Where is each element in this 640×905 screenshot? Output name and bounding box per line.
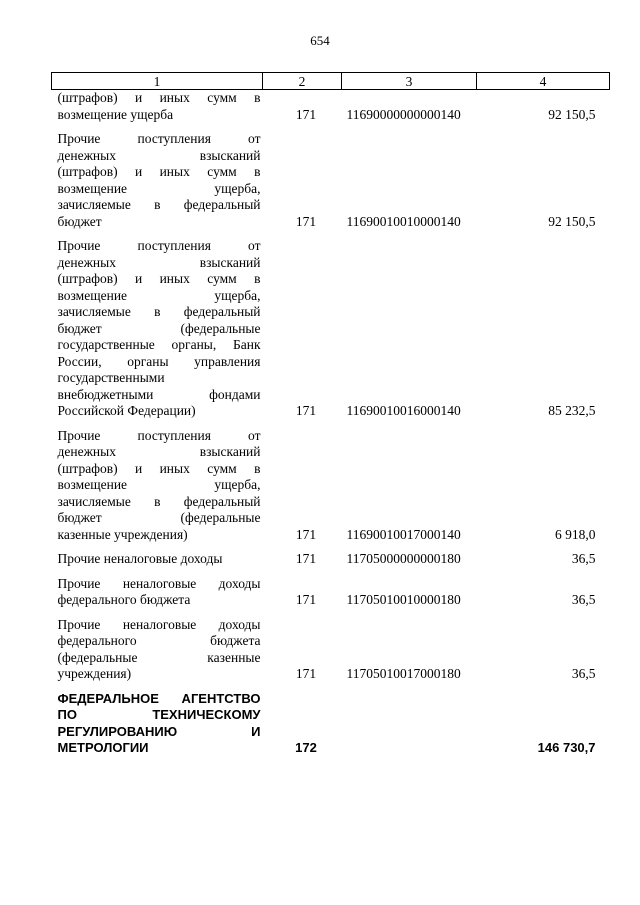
budget-table bbox=[51, 72, 610, 757]
row-name-line: (штрафов) и иных сумм в bbox=[57, 271, 261, 286]
row-name-line: Прочие поступления от bbox=[57, 131, 261, 146]
row-name-line: государственные органы, Банк bbox=[57, 337, 261, 352]
row-kbk-cell: 11705010010000180 bbox=[346, 592, 461, 607]
row-amount-cell: 36,5 bbox=[571, 666, 596, 681]
row-name-line: зачисляемые в федеральный bbox=[57, 197, 261, 212]
row-name-line: Прочие неналоговые доходы bbox=[57, 575, 261, 591]
row-name-line: федерального бюджета bbox=[57, 633, 261, 648]
row-code-cell: 172 bbox=[295, 740, 317, 755]
row-name-line: внебюджетными фондами bbox=[57, 386, 261, 402]
row-name-line: бюджет bbox=[57, 213, 102, 229]
row-code-cell: 171 bbox=[295, 213, 317, 229]
row-name-cell bbox=[52, 123, 263, 230]
table-row bbox=[52, 568, 610, 609]
row-amount-cell: 92 150,5 bbox=[548, 106, 596, 122]
row-name-cell bbox=[52, 230, 263, 420]
header-col-4: 4 bbox=[477, 73, 610, 90]
table-row bbox=[52, 123, 610, 230]
row-amount-cell: 36,5 bbox=[571, 592, 596, 607]
row-name-line: возмещение ущерба, bbox=[57, 287, 261, 303]
row-kbk-cell: 11690010017000140 bbox=[346, 526, 461, 542]
row-name-cell bbox=[52, 609, 263, 683]
row-name-line: ФЕДЕРАЛЬНОЕ АГЕНТСТВО bbox=[57, 690, 261, 706]
row-kbk-cell bbox=[342, 683, 477, 757]
row-name-line: возмещение ущерба bbox=[57, 106, 174, 122]
row-kbk-cell: 11705000000000180 bbox=[346, 551, 461, 566]
row-name-line: (штрафов) и иных сумм в bbox=[57, 90, 261, 105]
row-name-line: денежных взысканий bbox=[57, 254, 261, 270]
row-name-line: денежных взысканий bbox=[57, 147, 261, 163]
header-col-3: 3 bbox=[342, 73, 477, 90]
row-kbk-cell: 11705010017000180 bbox=[346, 666, 461, 681]
table-body bbox=[52, 90, 610, 757]
header-col-1: 1 bbox=[52, 73, 263, 90]
row-name-line: казенные учреждения) bbox=[57, 526, 188, 542]
row-code-cell: 171 bbox=[295, 526, 317, 542]
row-name-line: учреждения) bbox=[57, 666, 132, 681]
row-name-line: Российской Федерации) bbox=[57, 403, 196, 418]
row-name-line: денежных взысканий bbox=[57, 444, 261, 459]
row-name-line: бюджет (федеральные bbox=[57, 320, 261, 336]
row-name-line: зачисляемые в федеральный bbox=[57, 304, 261, 319]
row-amount-cell: 85 232,5 bbox=[548, 403, 596, 418]
row-kbk-cell: 11690000000000140 bbox=[346, 106, 461, 122]
row-name-line: России, органы управления bbox=[57, 353, 261, 369]
table-row bbox=[52, 420, 610, 544]
row-kbk-cell: 11690010016000140 bbox=[346, 403, 461, 418]
row-code-cell: 171 bbox=[295, 106, 317, 122]
row-kbk-cell: 11690010010000140 bbox=[346, 213, 461, 229]
row-code-cell: 171 bbox=[295, 666, 317, 681]
header-row bbox=[52, 73, 610, 90]
row-name-cell bbox=[52, 543, 263, 568]
row-name-cell bbox=[52, 683, 263, 757]
row-name-cell bbox=[52, 568, 263, 609]
row-name-cell bbox=[52, 420, 263, 544]
row-name-line: Прочие поступления от bbox=[57, 238, 261, 253]
table-row bbox=[52, 543, 610, 568]
row-code-cell: 171 bbox=[295, 403, 317, 418]
row-name-line: (штрафов) и иных сумм в bbox=[57, 460, 261, 476]
row-amount-cell: 146 730,7 bbox=[537, 740, 596, 755]
row-name-line: зачисляемые в федеральный bbox=[57, 493, 261, 509]
row-name-line: возмещение ущерба, bbox=[57, 477, 261, 492]
row-name-line: возмещение ущерба, bbox=[57, 180, 261, 196]
row-name-line: Прочие поступления от bbox=[57, 427, 261, 443]
row-amount-cell: 36,5 bbox=[571, 551, 596, 566]
table-header bbox=[52, 73, 610, 90]
row-name-line: Прочие неналоговые доходы bbox=[57, 616, 261, 632]
table-row bbox=[52, 230, 610, 420]
page-number: 654 bbox=[310, 33, 330, 48]
row-name-line: Прочие неналоговые доходы bbox=[57, 551, 223, 566]
row-name-cell bbox=[52, 90, 263, 124]
row-name-line: федерального бюджета bbox=[57, 592, 191, 607]
row-amount-cell: 6 918,0 bbox=[555, 526, 596, 542]
row-code-cell: 171 bbox=[295, 551, 317, 566]
row-name-line: МЕТРОЛОГИИ bbox=[57, 740, 149, 755]
row-name-line: (федеральные казенные bbox=[57, 649, 261, 665]
row-name-line: ПО ТЕХНИЧЕСКОМУ bbox=[57, 707, 261, 722]
row-name-line: РЕГУЛИРОВАНИЮ И bbox=[57, 723, 261, 739]
row-name-line: (штрафов) и иных сумм в bbox=[57, 164, 261, 179]
table-row bbox=[52, 683, 610, 757]
row-code-cell: 171 bbox=[295, 592, 317, 607]
row-name-line: государственными bbox=[57, 370, 165, 385]
table-row bbox=[52, 90, 610, 124]
row-name-line: бюджет (федеральные bbox=[57, 510, 261, 525]
header-col-2: 2 bbox=[263, 73, 342, 90]
row-amount-cell: 92 150,5 bbox=[548, 213, 596, 229]
table-row bbox=[52, 609, 610, 683]
